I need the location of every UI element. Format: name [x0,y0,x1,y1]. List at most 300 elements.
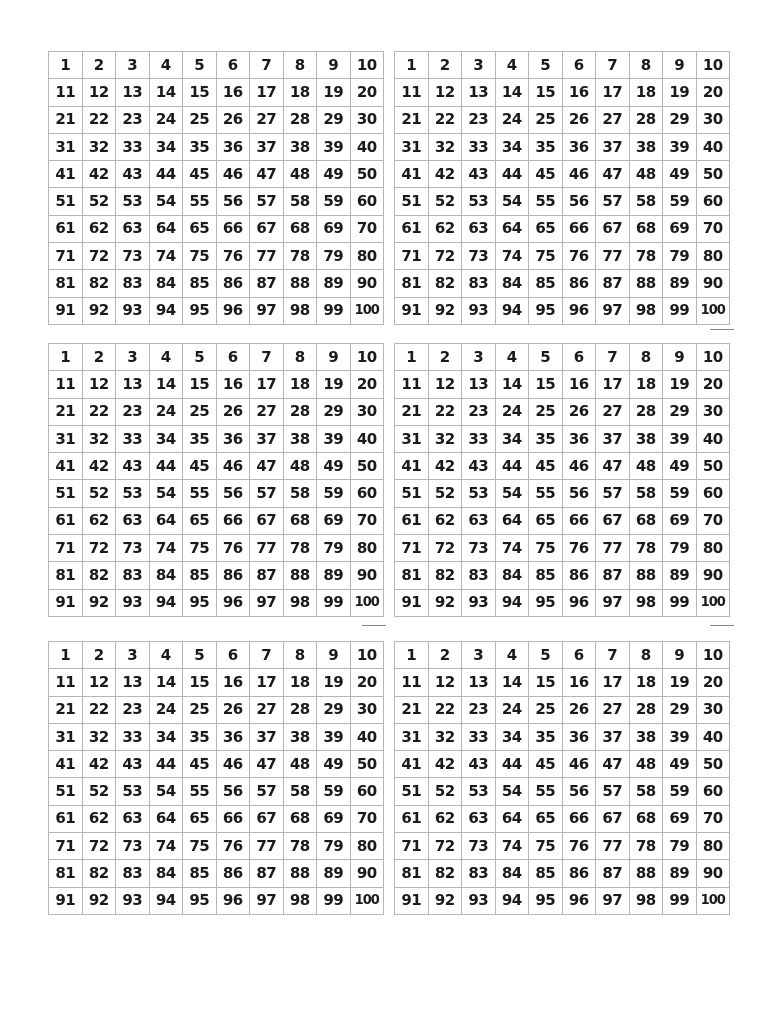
number-cell: 21 [49,399,83,426]
number-cell: 96 [563,590,597,617]
number-cell: 82 [83,270,117,297]
number-cell: 72 [429,833,463,860]
number-cell: 92 [83,298,117,325]
number-cell: 93 [116,590,150,617]
number-cell: 97 [596,888,630,915]
number-cell: 34 [150,426,184,453]
number-cell: 85 [529,562,563,589]
number-cell: 26 [563,399,597,426]
number-cell: 86 [217,270,251,297]
hundreds-chart [394,641,730,915]
number-cell: 53 [116,480,150,507]
number-cell: 43 [462,751,496,778]
number-cell: 71 [395,243,429,270]
number-cell: 37 [250,134,284,161]
number-cell: 20 [697,371,731,398]
number-cell: 70 [351,508,385,535]
number-cell: 64 [150,216,184,243]
number-cell: 2 [83,52,117,79]
number-cell: 36 [563,724,597,751]
number-cell: 9 [317,642,351,669]
number-cell: 33 [462,426,496,453]
number-cell: 98 [630,298,664,325]
number-cell: 32 [429,724,463,751]
number-cell: 24 [496,107,530,134]
number-cell: 59 [663,778,697,805]
number-cell: 83 [116,562,150,589]
number-cell: 11 [395,371,429,398]
number-cell: 50 [351,453,385,480]
number-cell: 40 [697,724,731,751]
number-cell: 98 [630,888,664,915]
number-cell: 76 [217,833,251,860]
number-cell: 30 [351,697,385,724]
number-cell: 2 [429,642,463,669]
number-cell: 30 [697,107,731,134]
number-cell: 52 [83,188,117,215]
number-cell: 2 [429,52,463,79]
number-cell: 20 [351,371,385,398]
number-cell: 47 [596,751,630,778]
number-cell: 19 [663,669,697,696]
number-cell: 1 [395,642,429,669]
number-cell: 68 [630,508,664,535]
number-cell: 26 [563,697,597,724]
number-cell: 5 [529,642,563,669]
number-cell: 21 [395,399,429,426]
number-cell: 28 [630,399,664,426]
number-cell: 94 [496,298,530,325]
number-cell: 36 [217,426,251,453]
number-cell: 3 [116,52,150,79]
number-cell: 73 [116,535,150,562]
number-cell: 74 [150,243,184,270]
number-cell: 49 [663,453,697,480]
number-cell: 35 [529,724,563,751]
number-cell: 76 [563,535,597,562]
number-cell: 46 [217,161,251,188]
number-cell: 36 [217,724,251,751]
number-cell: 22 [83,697,117,724]
number-cell: 76 [217,243,251,270]
number-cell: 2 [83,642,117,669]
number-cell: 92 [429,590,463,617]
number-cell: 80 [351,535,385,562]
number-cell: 61 [49,216,83,243]
number-cell: 52 [429,778,463,805]
number-cell: 94 [150,888,184,915]
number-cell: 63 [116,216,150,243]
number-cell: 89 [663,562,697,589]
number-cell: 61 [395,508,429,535]
number-cell: 71 [49,535,83,562]
number-cell: 74 [150,833,184,860]
number-cell: 34 [496,724,530,751]
number-cell: 71 [49,833,83,860]
number-cell: 62 [83,216,117,243]
number-cell: 73 [462,535,496,562]
number-cell: 77 [250,833,284,860]
number-cell: 33 [116,134,150,161]
number-cell: 26 [217,107,251,134]
number-cell: 11 [49,79,83,106]
number-cell: 82 [83,860,117,887]
cut-mark [362,625,386,626]
number-cell: 18 [284,669,318,696]
number-cell: 75 [529,535,563,562]
number-cell: 59 [317,188,351,215]
number-cell: 52 [83,480,117,507]
number-cell: 72 [429,243,463,270]
number-cell: 60 [697,480,731,507]
number-cell: 30 [351,107,385,134]
number-cell: 65 [183,806,217,833]
number-cell: 65 [183,216,217,243]
number-cell: 35 [183,426,217,453]
number-cell: 22 [83,399,117,426]
number-cell: 25 [183,107,217,134]
number-cell: 25 [183,399,217,426]
number-cell: 32 [83,426,117,453]
number-cell: 73 [116,833,150,860]
number-cell: 48 [284,161,318,188]
number-cell: 53 [116,778,150,805]
number-cell: 15 [183,669,217,696]
number-cell: 54 [496,188,530,215]
number-cell: 99 [317,888,351,915]
number-cell: 43 [462,453,496,480]
number-cell: 46 [217,453,251,480]
number-cell: 94 [150,590,184,617]
number-cell: 41 [49,453,83,480]
number-cell: 5 [529,344,563,371]
number-cell: 92 [429,888,463,915]
number-cell: 25 [529,697,563,724]
number-cell: 1 [49,344,83,371]
number-cell: 24 [150,107,184,134]
number-cell: 56 [563,778,597,805]
number-cell: 40 [697,426,731,453]
number-cell: 60 [351,480,385,507]
number-cell: 84 [150,562,184,589]
number-cell: 87 [596,270,630,297]
number-cell: 55 [183,480,217,507]
number-cell: 21 [49,107,83,134]
number-cell: 13 [116,371,150,398]
number-cell: 68 [630,806,664,833]
number-cell: 35 [183,724,217,751]
number-cell: 39 [663,426,697,453]
number-cell: 84 [496,562,530,589]
number-cell: 73 [116,243,150,270]
number-cell: 27 [250,399,284,426]
number-cell: 15 [529,79,563,106]
number-cell: 58 [630,480,664,507]
number-cell: 5 [183,642,217,669]
number-cell: 62 [83,806,117,833]
number-cell: 12 [83,669,117,696]
number-cell: 88 [630,270,664,297]
number-cell: 75 [183,535,217,562]
number-cell: 78 [284,243,318,270]
number-cell: 30 [697,697,731,724]
number-cell: 38 [284,426,318,453]
number-cell: 22 [83,107,117,134]
number-cell: 65 [529,216,563,243]
number-cell: 50 [351,751,385,778]
number-cell: 37 [250,426,284,453]
number-cell: 91 [49,888,83,915]
number-cell: 68 [284,806,318,833]
number-cell: 61 [395,216,429,243]
number-cell: 29 [663,107,697,134]
number-cell: 38 [630,724,664,751]
number-cell: 95 [183,888,217,915]
number-cell: 69 [317,508,351,535]
number-cell: 42 [429,453,463,480]
number-cell: 95 [529,888,563,915]
number-cell: 51 [395,188,429,215]
number-cell: 4 [496,642,530,669]
number-cell: 11 [49,371,83,398]
number-cell: 30 [697,399,731,426]
hundreds-chart [48,343,384,617]
number-cell: 78 [630,243,664,270]
number-cell: 98 [284,888,318,915]
number-cell: 86 [563,860,597,887]
number-cell: 31 [395,134,429,161]
number-cell: 39 [317,724,351,751]
number-cell: 58 [630,778,664,805]
number-cell: 14 [496,79,530,106]
number-cell: 66 [563,508,597,535]
number-cell: 24 [150,697,184,724]
number-cell: 23 [462,107,496,134]
number-cell: 1 [395,52,429,79]
number-cell: 10 [697,344,731,371]
number-cell: 57 [250,778,284,805]
number-cell: 86 [217,562,251,589]
number-cell: 79 [317,535,351,562]
number-cell: 84 [496,860,530,887]
number-cell: 81 [49,270,83,297]
number-cell: 51 [49,188,83,215]
number-cell: 15 [529,371,563,398]
number-cell: 55 [529,188,563,215]
number-cell: 67 [250,216,284,243]
number-cell: 7 [596,642,630,669]
number-cell: 65 [529,806,563,833]
number-cell: 74 [496,535,530,562]
number-cell: 79 [317,833,351,860]
number-cell: 30 [351,399,385,426]
number-cell: 52 [429,188,463,215]
number-cell: 60 [697,188,731,215]
number-cell: 68 [284,216,318,243]
number-cell: 6 [217,642,251,669]
number-cell: 31 [49,724,83,751]
number-cell: 49 [317,453,351,480]
number-cell: 66 [563,806,597,833]
number-cell: 28 [630,697,664,724]
number-cell: 17 [250,669,284,696]
number-cell: 58 [630,188,664,215]
number-cell: 94 [496,590,530,617]
number-cell: 72 [83,535,117,562]
number-cell: 14 [150,79,184,106]
number-cell: 55 [529,778,563,805]
number-cell: 62 [429,806,463,833]
number-cell: 46 [563,453,597,480]
number-cell: 17 [596,669,630,696]
cut-mark [710,329,734,330]
number-cell: 12 [83,79,117,106]
number-cell: 95 [183,298,217,325]
number-cell: 53 [116,188,150,215]
number-cell: 37 [250,724,284,751]
number-cell: 94 [150,298,184,325]
number-cell: 19 [317,669,351,696]
number-cell: 81 [395,270,429,297]
number-cell: 58 [284,778,318,805]
number-cell: 39 [663,724,697,751]
number-cell: 55 [529,480,563,507]
number-cell: 57 [596,480,630,507]
number-cell: 20 [697,79,731,106]
number-cell: 97 [250,590,284,617]
number-cell: 20 [697,669,731,696]
number-cell: 70 [697,508,731,535]
number-cell: 8 [284,52,318,79]
number-cell: 88 [630,562,664,589]
number-cell: 32 [83,724,117,751]
number-cell: 27 [596,107,630,134]
number-cell: 58 [284,188,318,215]
number-cell: 45 [529,751,563,778]
number-cell: 29 [317,697,351,724]
number-cell: 44 [496,751,530,778]
number-cell: 94 [496,888,530,915]
number-cell: 81 [49,562,83,589]
number-cell: 72 [83,243,117,270]
number-cell: 79 [317,243,351,270]
number-cell: 95 [529,590,563,617]
number-cell: 1 [395,344,429,371]
number-cell: 81 [395,562,429,589]
number-cell: 20 [351,79,385,106]
number-cell: 45 [529,453,563,480]
number-cell: 8 [630,52,664,79]
number-cell: 66 [563,216,597,243]
number-cell: 5 [183,52,217,79]
number-cell: 2 [83,344,117,371]
number-cell: 64 [496,806,530,833]
number-cell: 16 [217,371,251,398]
number-cell: 67 [250,508,284,535]
number-cell: 88 [284,860,318,887]
number-cell: 89 [317,562,351,589]
number-cell: 9 [317,344,351,371]
number-cell: 75 [183,833,217,860]
number-cell: 12 [429,669,463,696]
number-cell: 78 [284,535,318,562]
number-cell: 67 [596,216,630,243]
number-cell: 17 [596,371,630,398]
number-cell: 37 [596,724,630,751]
number-cell: 65 [183,508,217,535]
number-cell: 61 [49,806,83,833]
number-cell: 78 [630,535,664,562]
number-cell: 98 [630,590,664,617]
number-cell: 90 [697,270,731,297]
number-cell: 4 [150,642,184,669]
number-cell: 16 [563,371,597,398]
number-cell: 74 [496,243,530,270]
number-cell: 77 [596,535,630,562]
number-cell: 4 [496,344,530,371]
number-cell: 46 [563,161,597,188]
number-cell: 42 [83,453,117,480]
number-cell: 93 [116,298,150,325]
number-cell: 21 [395,107,429,134]
number-cell: 83 [462,270,496,297]
number-cell: 46 [563,751,597,778]
number-cell: 7 [250,642,284,669]
number-cell: 8 [630,344,664,371]
number-cell: 9 [663,52,697,79]
number-cell: 57 [250,188,284,215]
number-cell: 6 [563,52,597,79]
number-cell: 91 [49,590,83,617]
number-cell: 5 [529,52,563,79]
number-cell: 59 [663,480,697,507]
number-cell: 4 [150,344,184,371]
number-cell: 12 [429,371,463,398]
number-cell: 34 [150,724,184,751]
number-cell: 71 [395,535,429,562]
number-cell: 56 [217,480,251,507]
number-cell: 63 [462,216,496,243]
number-cell: 17 [596,79,630,106]
number-cell: 51 [395,480,429,507]
number-cell: 32 [429,134,463,161]
number-cell: 57 [250,480,284,507]
number-cell: 13 [462,669,496,696]
number-cell: 13 [116,79,150,106]
number-cell: 18 [284,371,318,398]
number-cell: 16 [563,669,597,696]
number-cell: 67 [250,806,284,833]
number-cell: 50 [697,453,731,480]
number-cell: 2 [429,344,463,371]
number-cell: 10 [351,52,385,79]
number-cell: 3 [462,52,496,79]
number-cell: 90 [351,860,385,887]
number-cell: 99 [663,298,697,325]
number-cell: 84 [150,860,184,887]
number-cell: 48 [284,453,318,480]
hundreds-chart [48,51,384,325]
number-cell: 56 [217,188,251,215]
number-cell: 83 [116,860,150,887]
number-cell: 45 [183,453,217,480]
number-cell: 89 [663,270,697,297]
number-cell: 41 [49,161,83,188]
number-cell: 49 [663,161,697,188]
number-cell: 25 [529,107,563,134]
number-cell: 98 [284,590,318,617]
number-cell: 54 [496,480,530,507]
